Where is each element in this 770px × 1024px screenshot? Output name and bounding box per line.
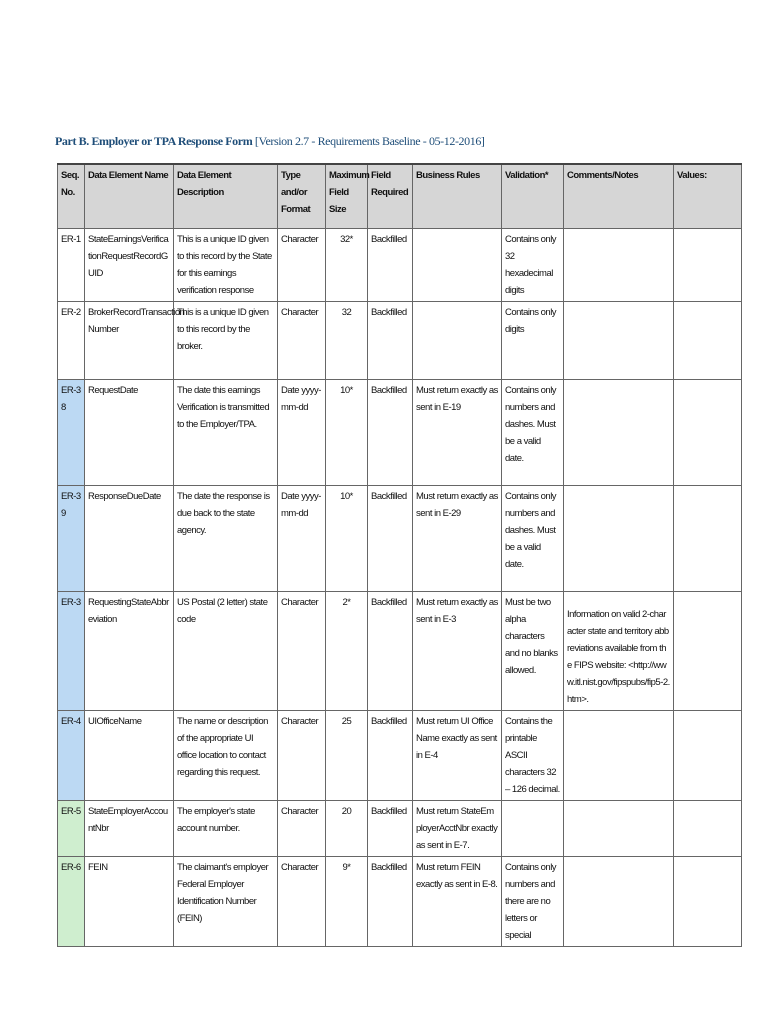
row-size: 2* [326, 591, 368, 710]
row-rules: Must return exactly as sent in E-19 [413, 379, 502, 485]
row-desc: This is a unique ID given to this record by the State for this earnings verification response [174, 228, 278, 301]
row-values [674, 228, 742, 301]
row-rules: Must return UI Office Name exactly as sent in E-4 [413, 710, 502, 800]
row-required: Backfilled [368, 710, 413, 800]
header-seq: Seq. No. [58, 164, 85, 228]
table-row [58, 301, 742, 379]
row-desc: The claimant's employer Federal Employer Identification Number (FEIN) [174, 856, 278, 946]
row-validation: Contains only numbers and there are no letters or special [502, 856, 564, 946]
row-rules: Must return StateEmployerAcctNbr exactly as sent in E-7. [413, 800, 502, 856]
row-values [674, 301, 742, 379]
row-validation: Contains only numbers and dashes. Must be a valid date. [502, 379, 564, 485]
row-size: 10* [326, 379, 368, 485]
row-required: Backfilled [368, 301, 413, 379]
table-row [58, 591, 742, 710]
header-required: Field Required [368, 164, 413, 228]
row-desc: The name or description of the appropriate UI office location to contact regarding this request. [174, 710, 278, 800]
row-seq: ER-4 [58, 710, 85, 800]
row-validation: Contains the printable ASCII characters 32 – 126 decimal. [502, 710, 564, 800]
row-type: Character [278, 591, 326, 710]
row-type: Character [278, 228, 326, 301]
row-required: Backfilled [368, 800, 413, 856]
row-seq: ER-3 [58, 591, 85, 710]
row-name: BrokerRecordTransaction Number [85, 301, 174, 379]
table-row [58, 856, 742, 946]
row-desc: US Postal (2 letter) state code [174, 591, 278, 710]
header-rules: Business Rules [413, 164, 502, 228]
header-desc: Data Element Description [174, 164, 278, 228]
row-notes [564, 301, 674, 379]
table-row [58, 710, 742, 800]
row-notes [564, 710, 674, 800]
row-required: Backfilled [368, 379, 413, 485]
row-type: Date yyyy-mm-dd [278, 485, 326, 591]
form-heading [55, 134, 755, 149]
row-notes [564, 800, 674, 856]
row-name: ResponseDueDate [85, 485, 174, 591]
row-desc: The date the response is due back to the state agency. [174, 485, 278, 591]
row-notes [564, 856, 674, 946]
row-name: StateEarningsVerificationRequestRecordGUID [85, 228, 174, 301]
row-size: 9* [326, 856, 368, 946]
row-validation: Contains only numbers and dashes. Must be a valid date. [502, 485, 564, 591]
row-size: 32 [326, 301, 368, 379]
header-notes: Comments/Notes [564, 164, 674, 228]
row-name: RequestingStateAbbreviation [85, 591, 174, 710]
row-required: Backfilled [368, 485, 413, 591]
table-row [58, 485, 742, 591]
form-part-title: Part B. Employer or TPA Response Form [55, 134, 253, 148]
row-rules [413, 228, 502, 301]
row-values [674, 591, 742, 710]
row-values [674, 710, 742, 800]
header-name: Data Element Name [85, 164, 174, 228]
row-validation: Contains only 32 hexadecimal digits [502, 228, 564, 301]
row-notes [564, 485, 674, 591]
row-validation: Must be two alpha characters and no blanks allowed. [502, 591, 564, 710]
requirements-table [57, 163, 742, 947]
row-size: 10* [326, 485, 368, 591]
row-desc: The employer's state account number. [174, 800, 278, 856]
row-desc: This is a unique ID given to this record by the broker. [174, 301, 278, 379]
header-size: Maximum Field Size [326, 164, 368, 228]
row-seq: ER-5 [58, 800, 85, 856]
row-required: Backfilled [368, 856, 413, 946]
row-seq: ER-38 [58, 379, 85, 485]
row-notes [564, 228, 674, 301]
row-values [674, 800, 742, 856]
header-values: Values: [674, 164, 742, 228]
row-rules [413, 301, 502, 379]
row-type: Character [278, 710, 326, 800]
row-type: Character [278, 800, 326, 856]
row-validation: Contains only digits [502, 301, 564, 379]
row-rules: Must return FEIN exactly as sent in E-8. [413, 856, 502, 946]
row-type: Date yyyy-mm-dd [278, 379, 326, 485]
row-type: Character [278, 856, 326, 946]
row-seq: ER-2 [58, 301, 85, 379]
row-seq: ER-1 [58, 228, 85, 301]
form-version: [Version 2.7 - Requirements Baseline - 05-12-2016] [254, 134, 485, 148]
row-size: 25 [326, 710, 368, 800]
table-row [58, 379, 742, 485]
row-required: Backfilled [368, 228, 413, 301]
row-rules: Must return exactly as sent in E-3 [413, 591, 502, 710]
row-size: 20 [326, 800, 368, 856]
row-notes: Information on valid 2-character state and territory abbreviations available from the FIPS website: <http://www.itl.nist.gov/fipspubs/fip5-2.htm>. [564, 591, 674, 710]
row-seq: ER-6 [58, 856, 85, 946]
row-rules: Must return exactly as sent in E-29 [413, 485, 502, 591]
row-values [674, 856, 742, 946]
table-header-row [58, 164, 742, 228]
header-type: Type and/or Format [278, 164, 326, 228]
table-row [58, 800, 742, 856]
row-desc: The date this earnings Verification is transmitted to the Employer/TPA. [174, 379, 278, 485]
table-row [58, 228, 742, 301]
row-values [674, 379, 742, 485]
row-notes [564, 379, 674, 485]
row-size: 32* [326, 228, 368, 301]
row-name: FEIN [85, 856, 174, 946]
header-validation: Validation* [502, 164, 564, 228]
row-values [674, 485, 742, 591]
row-name: StateEmployerAccountNbr [85, 800, 174, 856]
row-seq: ER-39 [58, 485, 85, 591]
row-type: Character [278, 301, 326, 379]
row-name: UIOfficeName [85, 710, 174, 800]
row-validation [502, 800, 564, 856]
row-required: Backfilled [368, 591, 413, 710]
row-name: RequestDate [85, 379, 174, 485]
